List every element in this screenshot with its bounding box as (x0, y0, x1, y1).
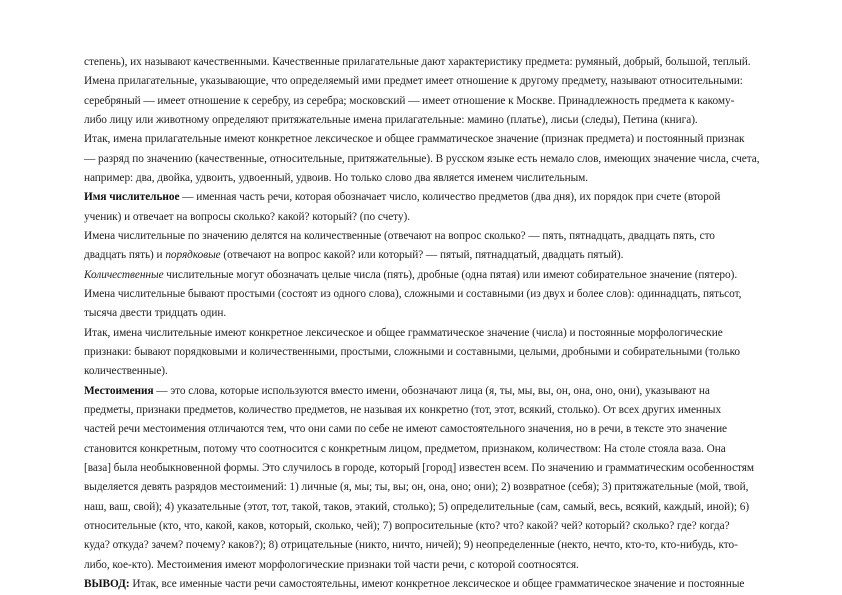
conclusion-heading: ВЫВОД: (84, 578, 130, 590)
text-line: выделяется девять разрядов местоимений: 1) личные (я, мы; ты, вы; он, она, оно; они); 2) возвратное (себя); 3) притяжательные (мой, твой, (84, 481, 749, 493)
text-line: — разряд по значению (качественные, относительные, притяжательные). В русском языке есть немало слов, имеющих значение числа, счета, (84, 153, 760, 165)
text-line: Имя числительное — именная часть речи, которая обозначает число, количество предметов (два дня), их порядок при счете (второй (84, 191, 721, 203)
text-line: относительные (кто, что, какой, каков, который, сколько, чей); 7) вопросительные (кто? что? какой? чей? который? сколько? где? когда? (84, 520, 730, 532)
text-line: Имена числительные бывают простыми (состоят из одного слова), сложными и составными (из двух и более слов): одиннадцать, пятьсот, (84, 288, 742, 300)
text-line: количественные). (84, 365, 168, 377)
term-ordinal: порядковые (165, 249, 221, 261)
text-line: Количественные числительные могут обозначать целые числа (пять), дробные (одна пятая) или имеют собирательное значение (пятеро). (84, 269, 738, 281)
text-line: тысяча двести тридцать один. (84, 307, 227, 319)
text-line: степень), их называют качественными. Качественные прилагательные дают характеристику предмета: румяный, добрый, большой, теплый. (84, 56, 751, 68)
text-line: либо, кое-кто). Местоимения имеют морфологические признаки той части речи, с которой соотносятся. (84, 559, 579, 571)
term-cardinal: Количественные (84, 269, 164, 281)
text-line: ученик) и отвечает на вопросы сколько? какой? который? (по счету). (84, 211, 410, 223)
text-line: становится конкретным, потому что соотносится с конкретным лицом, предметом, признаком, количеством: На столе стояла ваза. Она (84, 443, 726, 455)
term-pronoun-heading: Местоимения (84, 385, 154, 397)
text-line: наш, ваш, свой); 4) указательные (этот, тот, такой, таков, этакий, столько); 5) определительные (сам, самый, весь, всякий, каждый, иной); 6) (84, 501, 750, 513)
text-line: [ваза] была необыкновенной формы. Это случилось в городе, который [город] известен всем. По значению и грамматическим особенностям (84, 462, 755, 474)
text-line: частей речи местоимения отличаются тем, что они сами по себе не имеют самостоятельного значения, но в речи, в тексте это значение (84, 423, 728, 435)
text-line: Итак, имена прилагательные имеют конкретное лексическое и общее грамматическое значение (признак предмета) и постоянный признак (84, 133, 745, 145)
text-line: Имена числительные по значению делятся на количественные (отвечают на вопрос сколько? — пять, пятнадцать, двадцать пять, сто (84, 230, 715, 242)
text-line: ВЫВОД: Итак, все именные части речи самостоятельны, имеют конкретное лексическое и общее грамматическое значение и постоянные (84, 578, 745, 590)
text-line: признаки: бывают порядковыми и количественными, простыми, сложными и составными, целыми, дробными и собирательными (только (84, 346, 741, 358)
text-line: либо лицу или животному определяют притяжательные имена прилагательные: мамино (платье), лисьи (следы), Петина (книга). (84, 114, 698, 126)
text-line: Итак, имена числительные имеют конкретное лексическое и общее грамматическое значение (числа) и постоянные морфологические (84, 327, 723, 339)
term-numeral-heading: Имя числительное (84, 191, 180, 203)
text-line: Местоимения — это слова, которые используются вместо имени, обозначают лица (я, ты, мы, вы, он, она, оно, они), указывают на (84, 385, 710, 397)
text-line: куда? откуда? зачем? почему? каков?); 8) отрицательные (никто, ничто, ничей); 9) неопределенные (некто, нечто, кто-то, кто-нибудь, кто- (84, 539, 738, 551)
text-line: предметы, признаки предметов, количество предметов, не называя их конкретно (тот, этот, всякий, столько). От всех других именных (84, 404, 722, 416)
document-page (84, 0, 800, 595)
text-line: например: два, двойка, удвоить, удвоенный, удвоив. Но только слово два является именем числительным. (84, 172, 589, 184)
text-line: серебряный — имеет отношение к серебру, из серебра; московский — имеет отношение к Москве. Принадлежность предмета к какому- (84, 95, 735, 107)
text-line: Имена прилагательные, указывающие, что определяемый ими предмет имеет отношение к другому предмету, называют относительными: (84, 75, 743, 87)
text-line: двадцать пять) и порядковые (отвечают на вопрос какой? или который? — пятый, пятнадцатый, двадцать пятый). (84, 249, 624, 261)
